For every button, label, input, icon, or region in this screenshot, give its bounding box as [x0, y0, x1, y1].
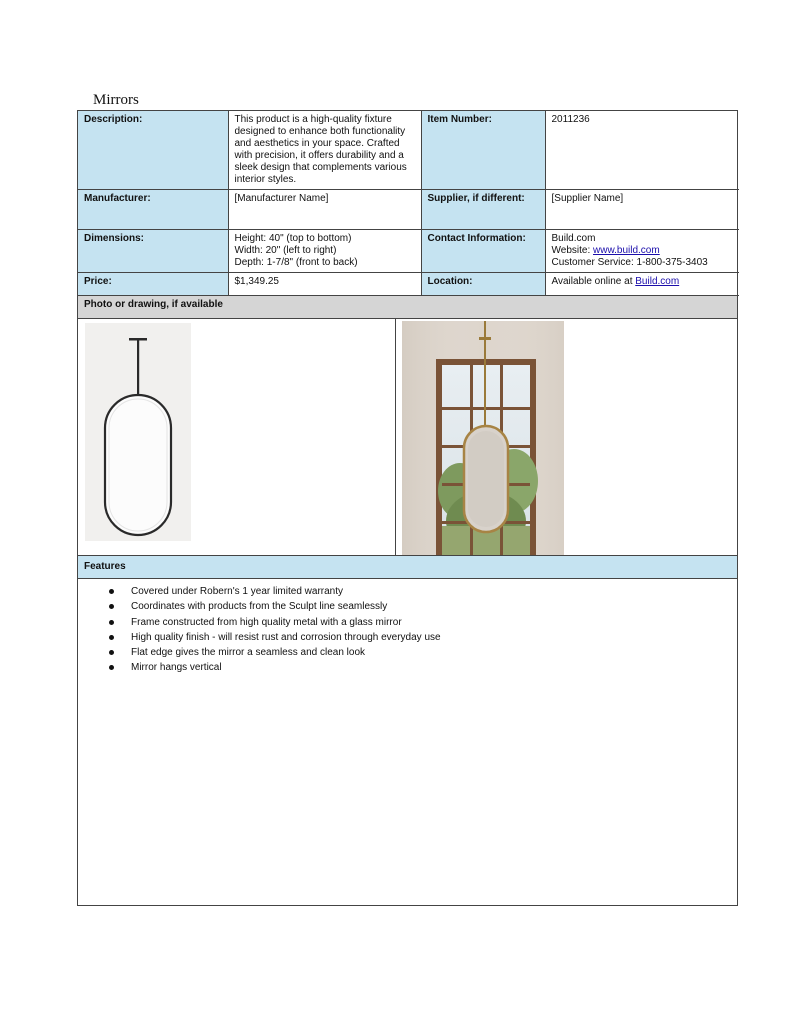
- dimension-depth: Depth: 1-7/8" (front to back): [234, 257, 358, 268]
- dimension-width: Width: 20" (left to right): [234, 245, 337, 256]
- spec-sheet: [77, 110, 738, 906]
- page-title: Mirrors: [93, 92, 139, 108]
- product-photo-mirror: [85, 323, 191, 541]
- contact-website: [552, 245, 734, 257]
- features-header: Features: [78, 555, 737, 579]
- contact-phone: Customer Service: 1-800-375-3403: [551, 257, 708, 268]
- feature-item: Covered under Robern's 1 year limited warranty: [78, 584, 737, 599]
- room-photo-mirror-window: [402, 321, 564, 555]
- manufacturer-value: [Manufacturer Name]: [228, 190, 421, 230]
- location-link[interactable]: Build.com: [635, 276, 680, 287]
- dimensions-label: Dimensions:: [78, 230, 228, 273]
- contact-value: [545, 230, 739, 273]
- description-value: This product is a high-quality fixture designed to enhance both functionality and aesthetics in your space. Crafted with precision, it offers durability and a sleek design that complements various interior styles.: [228, 111, 421, 190]
- features-list: [78, 579, 737, 676]
- contact-website-prefix: Website:: [551, 245, 593, 256]
- supplier-label: Supplier, if different:: [421, 190, 545, 230]
- item-number-value: 2011236: [545, 111, 739, 190]
- photo-section-header: Photo or drawing, if available: [78, 296, 737, 319]
- location-prefix: Available online at: [551, 276, 636, 287]
- feature-item: Flat edge gives the mirror a seamless and clean look: [78, 645, 737, 660]
- dimensions-value: [228, 230, 421, 273]
- photo-row: [78, 319, 737, 555]
- photo-cell-room: [396, 319, 737, 555]
- price-value: $1,349.25: [228, 273, 421, 296]
- description-label: Description:: [78, 111, 228, 190]
- location-label: Location:: [421, 273, 545, 296]
- feature-item: High quality finish - will resist rust and corrosion through everyday use: [78, 630, 737, 645]
- website-link[interactable]: www.build.com: [593, 245, 660, 256]
- feature-item: Coordinates with products from the Sculpt line seamlessly: [78, 599, 737, 614]
- location-value: [545, 273, 739, 296]
- supplier-value: [Supplier Name]: [545, 190, 739, 230]
- spec-table: [78, 111, 739, 296]
- item-number-label: Item Number:: [421, 111, 545, 190]
- feature-item: Frame constructed from high quality metal with a glass mirror: [78, 615, 737, 630]
- price-label: Price:: [78, 273, 228, 296]
- dimension-height: Height: 40" (top to bottom): [234, 233, 352, 244]
- feature-item: Mirror hangs vertical: [78, 660, 737, 675]
- contact-label: Contact Information:: [421, 230, 545, 273]
- manufacturer-label: Manufacturer:: [78, 190, 228, 230]
- photo-cell-product: [78, 319, 396, 555]
- contact-name: Build.com: [551, 233, 596, 244]
